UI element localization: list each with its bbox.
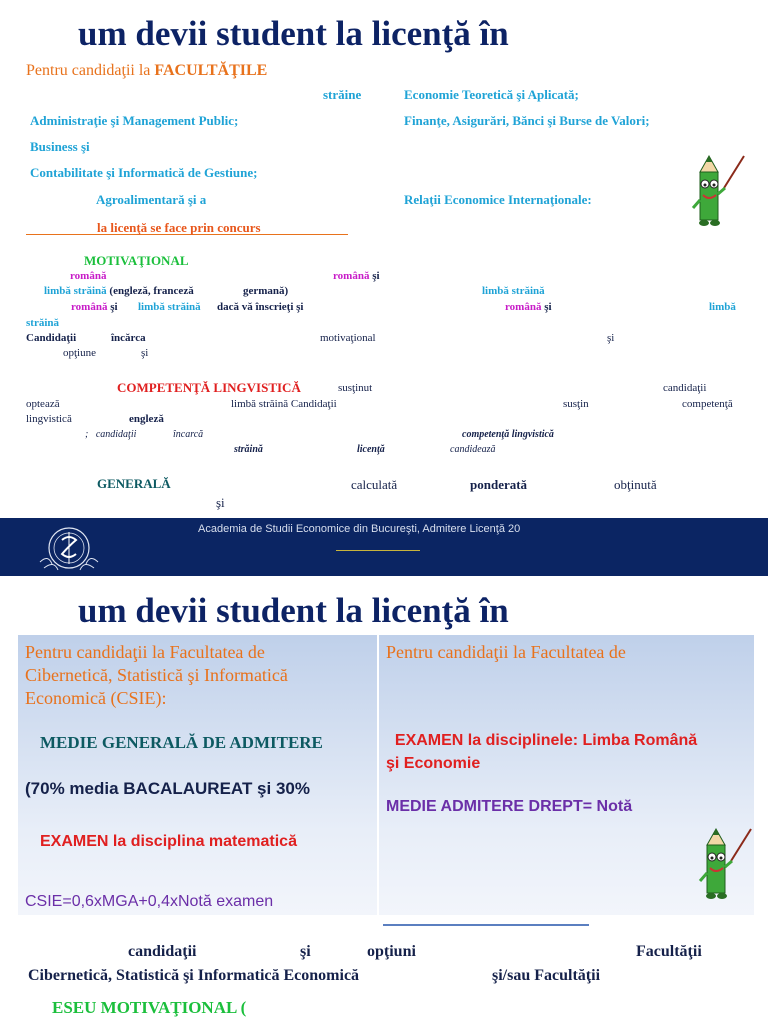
pencil-mascot-icon xyxy=(695,823,755,903)
lingvistica-text: lingvistică xyxy=(26,413,72,425)
optiuni-text: opţiuni xyxy=(367,943,416,960)
competenta-heading: COMPETENŢĂ LINGVISTICĂ xyxy=(117,380,301,395)
ponderata-text: ponderată xyxy=(470,477,528,492)
slide1-intro: Pentru candidaţii la FACULTĂŢILE xyxy=(26,62,268,79)
procente-text: (70% media BACALAUREAT şi 30% xyxy=(25,779,310,798)
footer-line xyxy=(336,550,420,551)
straina-wrap: străină xyxy=(26,317,59,329)
si-text: şi xyxy=(300,943,311,960)
panel-divider xyxy=(377,635,379,915)
pencil-mascot-icon xyxy=(688,150,748,230)
cand-text: candidaţii xyxy=(128,943,197,960)
examen-mate: EXAMEN la disciplina matematică xyxy=(40,833,297,850)
obtinuta-text: obţinută xyxy=(614,477,657,492)
admin-text: Administraţie şi Management Public; xyxy=(30,113,239,128)
calculata-text: calculată xyxy=(351,477,398,492)
slide1-footer xyxy=(0,518,768,576)
candideaza-italic: candidează xyxy=(450,444,496,455)
ase-seal-icon xyxy=(34,518,104,576)
finante-text: Finanţe, Asigurări, Bănci şi Burse de Valori; xyxy=(404,113,650,128)
engleza-text: engleză xyxy=(129,413,164,425)
motivational-small: motivaţional xyxy=(320,332,376,344)
motivational-heading: MOTIVAŢIONAL xyxy=(84,253,189,268)
optiune-text: opţiune xyxy=(63,347,96,359)
si-small-2: şi xyxy=(141,347,149,359)
germana-text: germană) xyxy=(243,285,289,297)
candidatii-1: Candidaţii xyxy=(26,332,77,344)
csie-full-text: Cibernetică, Statistică şi Informatică Economică xyxy=(28,967,360,984)
competenta-ling-italic: competenţă lingvistică xyxy=(462,429,554,440)
econ-teoretica-text: Economie Teoretică şi Aplicată; xyxy=(404,87,579,102)
medie-generala: MEDIE GENERALĂ DE ADMITERE xyxy=(40,733,323,752)
romana-si-3: română şi xyxy=(505,301,552,313)
limba-straina-line: limbă străină (engleză, franceză xyxy=(44,285,194,297)
limba-straina-small: limbă străină Candidaţii xyxy=(231,398,337,410)
limba-text: limbă xyxy=(709,301,736,313)
eseu-heading: ESEU MOTIVAŢIONAL ( xyxy=(52,998,247,1017)
medie-drept: MEDIE ADMITERE DREPT= Notă xyxy=(386,798,633,815)
slide2-title: um devii student la licenţă în xyxy=(78,591,509,630)
examen-drept: EXAMEN la disciplinele: Limba Română şi Economie xyxy=(386,732,698,772)
romana-si-1: română şi xyxy=(333,270,380,282)
competenta-small: competenţă xyxy=(682,398,733,410)
agro-text: Agroalimentară şi a xyxy=(96,192,207,207)
limba-straina-3: limbă străină xyxy=(138,301,201,313)
straine-text: străine xyxy=(323,87,362,102)
daca-text: dacă vă înscrieţi şi xyxy=(217,301,304,313)
business-text: Business şi xyxy=(30,139,90,154)
straina-italic: străină xyxy=(234,444,263,455)
footer-text: Academia de Studii Economice din Bucureşti, Admitere Licenţă 20 xyxy=(198,523,521,535)
slide1-title: um devii student la licenţă în xyxy=(78,14,509,53)
generala-heading: GENERALĂ xyxy=(97,476,171,491)
candidatii-italic-line: ; candidaţii xyxy=(85,429,137,440)
romana-1: română xyxy=(70,270,107,282)
incarca-italic: încarcă xyxy=(173,429,204,440)
incarca-1: încărca xyxy=(111,332,146,344)
romana-si-2: română şi xyxy=(71,301,118,313)
si-bottom: şi xyxy=(216,495,225,510)
csie-formula: CSIE=0,6xMGA+0,4xNotă examen xyxy=(25,893,274,910)
csie-heading: Pentru candidaţii la Facultatea de Cibernetică, Statistică şi Informatică Economică (CSIE): xyxy=(25,642,288,708)
opteaza-text: optează xyxy=(26,398,60,410)
limba-straina-2: limbă străină xyxy=(482,285,545,297)
slide2-separator xyxy=(383,924,589,926)
sustin-text: susţin xyxy=(563,398,589,410)
concurs-text: la licenţă se face prin concurs xyxy=(97,220,261,235)
sustinut-text: susţinut xyxy=(338,382,373,394)
licenta-italic: licenţă xyxy=(357,444,385,455)
si-small-1: şi xyxy=(607,332,615,344)
drept-heading: Pentru candidaţii la Facultatea de xyxy=(386,642,626,662)
sisau-text: şi/sau Facultăţii xyxy=(492,967,601,984)
relatii-text: Relaţii Economice Internaţionale: xyxy=(404,192,592,207)
contabilitate-text: Contabilitate şi Informatică de Gestiune; xyxy=(30,165,258,180)
candidatii-small: candidaţii xyxy=(663,382,707,394)
facultatii-text: Facultăţii xyxy=(636,943,702,960)
